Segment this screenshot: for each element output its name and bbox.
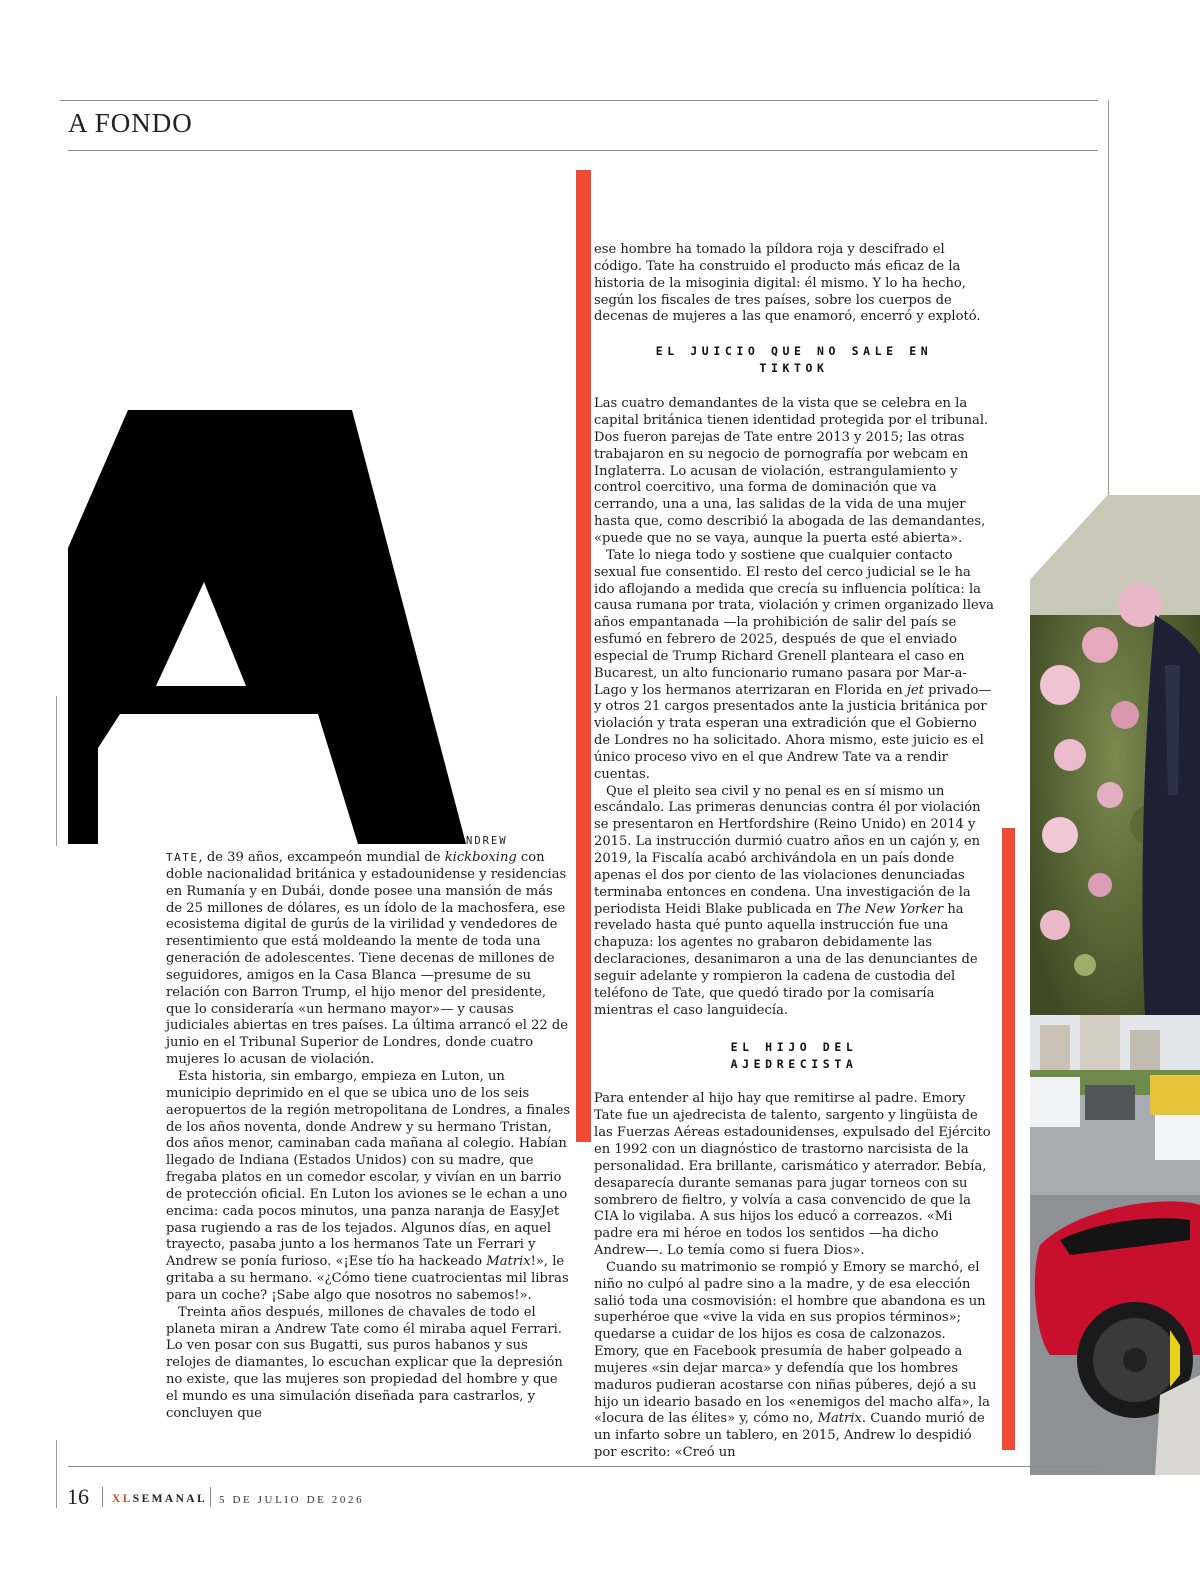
red-accent-bar-left (576, 170, 591, 1142)
right-paragraph-3: Que el pleito sea civil y no penal es en sí mismo un escándalo. Las primeras denuncias contra él por violación se presentaron en Hertfordshire (Reino Unido) en 2014 y 2015. La instrucción durmió cuatro años en un cajón y, en 2019, la Fiscalía acabó archivándola en un país donde apenas el dos por ciento de las violaciones denunciadas terminaba entonces en condena. Una investigación de la periodista Heidi Blake publicada en The New Yorker ha revelado hasta qué punto aquella instrucción fue una chapuza: los agentes no grabaron debidamente las declaraciones, desanimaron a una de las denunciantes de seguir adelante y rompieron la cadena de custodia del teléfono de Tate, que quedó tirado por la comisaría mientras el caso languidecía. (594, 783, 981, 1018)
header-rule (68, 150, 1098, 151)
footer-divider-1 (102, 1487, 103, 1507)
dropcap-letter-a (68, 408, 468, 848)
left-paragraph-1: TATE, de 39 años, excampeón mundial de kickboxing con doble nacionalidad británica y estadounidense y residencias en Rumanía y en Dubái, donde posee una mansión de más de 25 millones de dólares, es un ídolo de la machosfera, ese ecosistema digital de gurús de la virilidad y vendedores de resentimiento que está moldeando la mente de toda una generación de adolescentes. Tiene decenas de millones de seguidores, amigos en la Casa Blanca —presume de su relación con Barron Trump, el hijo menor del presidente, que lo consideraría «un hermano mayor»— y causas judiciales abiertas en tres países. La última arrancó el 22 de junio en el Tribunal Superior de Londres, donde cuatro mujeres lo acusan de violación. (166, 850, 569, 1068)
right-paragraph-5: Cuando su matrimonio se rompió y Emory se marchó, el niño no culpó al padre sino a la madre, y de esa elección salió toda una cosmovisión: el hombre que abandona es un superhéroe que «vive la vida en sus propios términos»; quedarse a cuidar de los hijos es cosa de calzonazos. Emory, que en Facebook presumía de haber golpeado a mujeres «sin dejar marca» y defendía que los hombres maduros pudieran acostarse con niñas púberes, dejó a su hijo un ideario basado en los «enemigos del macho alfa», la «locura de las élites» y, cómo no, Matrix. Cuando murió de un infarto sobre un tablero, en 2015, Andrew lo despidió por escrito: «Creó un (594, 1259, 990, 1461)
left-paragraph-2: Esta historia, sin embargo, empieza en Luton, un municipio deprimido en el que se ubica uno de los seis aeropuertos de la región metropolitana de Londres, a finales de los años noventa, donde Andrew y su hermano Tristan, dos años menor, caminaban cada mañana al colegio. Habían llegado de Indiana (Estados Unidos) con su madre, que fregaba platos en un comedor escolar, y vivían en un barrio de protección oficial. En Luton los aviones se le echan a uno encima: cada pocos minutos, una panza naranja de EasyJet pasa rugiendo a ras de los tejados. Algunos días, en aquel trayecto, pasaba junto a los hermanos Tate un Ferrari y Andrew se ponía furioso. «¡Ese tío ha hackeado Matrix!», le gritaba a su hermano. «¿Cómo tiene cuatrocientas mil libras para un coche? ¡Sabe algo que nosotros no sabemos!». (166, 1068, 571, 1303)
left-column (166, 850, 571, 1423)
magazine-brand: XLSEMANAL (112, 1493, 208, 1505)
lead-smallcaps-andrew: NDREW (466, 835, 508, 847)
footer-left-vertical-rule (56, 1440, 57, 1508)
right-paragraph-2: Tate lo niega todo y sostiene que cualquier contacto sexual fue consentido. El resto del cerco judicial se le ha ido aflojando a medida que crecía su influencia política: la causa rumana por trata, violación y crimen organizado lleva años empantanada —la prohibición de salir del país se esfumó en febrero de 2025, después de que el enviado especial de Trump Richard Grenell planteara el caso en Bucarest, un alto funcionario rumano pasara por Mar-a-Lago y los hermanos aterrizaran en Florida en jet privado— y otros 21 cargos presentados ante la justicia británica por violación y trata esperan una extradición que el Gobierno de Londres no ha solicitado. Ahora mismo, este juicio es el único proceso vivo en el que Andrew Tate va a rendir cuentas. (594, 547, 994, 782)
subhead-hijo: EL HIJO DEL AJEDRECISTA (730, 1040, 858, 1072)
right-paragraph-4: Para entender al hijo hay que remitirse al padre. Emory Tate fue un ajedrecista de talento, sargento y lingüista de las Fuerzas Aéreas estadounidenses, expulsado del Ejército en 1992 con un diagnóstico de trastorno narcisista de la personalidad. Era brillante, carismático y aterrador. Bebía, desaparecía durante semanas para jugar torneos con su sombrero de fieltro, y volvía a casa convencido de que la CIA lo vigilaba. A sus hijos los educó a correazos. «Mi padre era mi héroe en todos los sentidos —ha dicho Andrew—. Lo temía como si fuera Dios». (594, 1091, 991, 1259)
left-vertical-rule (56, 696, 57, 846)
section-label: A FONDO (68, 108, 193, 138)
page-number: 16 (67, 1484, 89, 1509)
footer-rule (68, 1466, 1098, 1467)
right-vertical-rule (1108, 100, 1109, 500)
top-rule (60, 100, 1098, 101)
photo-street-ferrari (1030, 1015, 1200, 1475)
issue-date: 5 DE JULIO DE 2026 (219, 1494, 365, 1506)
right-paragraph-0: ese hombre ha tomado la píldora roja y descifrado el código. Tate ha construido el producto más eficaz de la historia de la misoginia digital: él mismo. Y lo ha hecho, según los fiscales de tres países, sobre los cuerpos de decenas de mujeres a las que enamoró, encerró y explotó. (594, 242, 981, 325)
lead-smallcaps-tate: TATE (166, 851, 199, 864)
subhead-juicio: EL JUICIO QUE NO SALE EN TIKTOK (655, 344, 933, 376)
right-paragraph-1: Las cuatro demandantes de la vista que se celebra en la capital británica tienen identidad protegida por el tribunal. Dos fueron parejas de Tate entre 2013 y 2015; las otras trabajaron en su negocio de pornografía por webcam en Inglaterra. Lo acusan de violación, estrangulamiento y control coercitivo, una forma de dominación que va cerrando, una a una, las salidas de la vida de una mujer hasta que, como describió la abogada de las demandantes, «puede que no se vaya, aunque la puerta esté abierta». (594, 396, 989, 546)
photo-garden-portrait (1030, 495, 1200, 1015)
red-accent-bar-right (1002, 828, 1015, 1450)
left-paragraph-3: Treinta años después, millones de chavales de todo el planeta miran a Andrew Tate como él miraba aquel Ferrari. Lo ven posar con sus Bugatti, sus puros habanos y sus relojes de diamantes, lo escuchan explicar que la depresión no existe, que las mujeres son propiedad del hombre y que el mundo es una simulación diseñada para castrarlos, y concluyen que (166, 1304, 563, 1421)
footer-divider-2 (210, 1487, 211, 1507)
right-column (594, 242, 994, 1462)
